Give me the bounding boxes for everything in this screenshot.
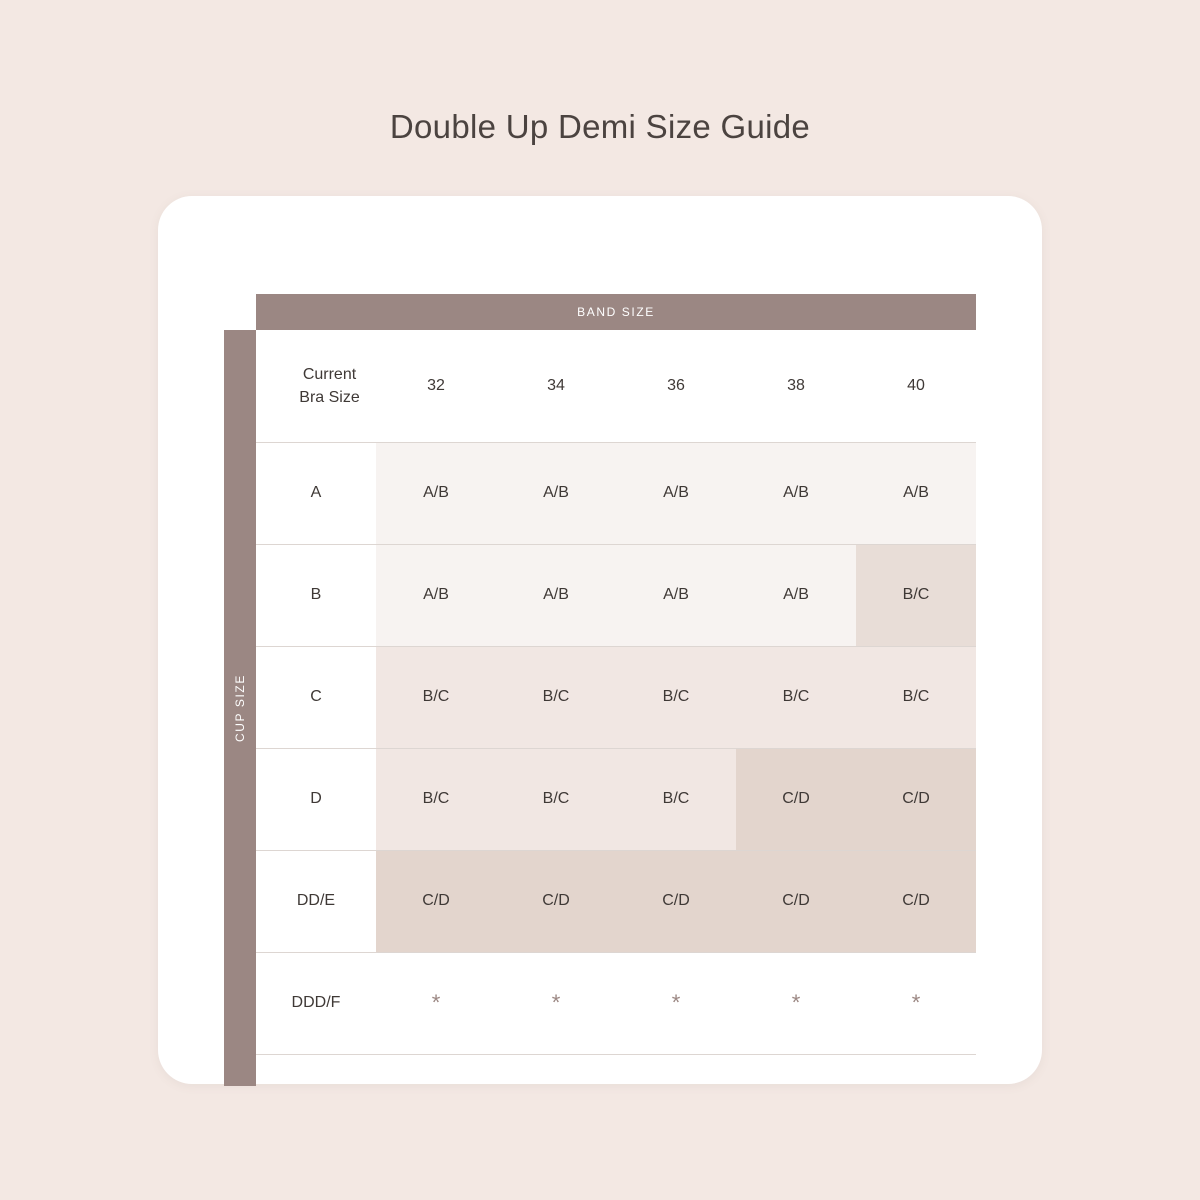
cup-size-row-label: A — [256, 442, 376, 544]
size-cell: A/B — [856, 442, 976, 544]
asterisk-icon: * — [671, 989, 681, 1015]
size-cell: C/D — [376, 850, 496, 952]
size-cell: B/C — [376, 748, 496, 850]
band-size-header-cell: 38 — [736, 330, 856, 442]
size-cell: A/B — [376, 442, 496, 544]
size-cell: B/C — [376, 646, 496, 748]
size-cell: C/D — [496, 850, 616, 952]
asterisk-icon: * — [431, 989, 441, 1015]
size-cell: A/B — [496, 442, 616, 544]
cup-size-row-label: DDD/F — [256, 952, 376, 1054]
current-bra-size-label — [256, 330, 376, 442]
size-cell: C/D — [736, 748, 856, 850]
cup-size-row-label: C — [256, 646, 376, 748]
band-size-header-cell: 36 — [616, 330, 736, 442]
size-cell: A/B — [616, 544, 736, 646]
size-cell: C/D — [616, 850, 736, 952]
band-size-header-cell: 34 — [496, 330, 616, 442]
size-cell: A/B — [616, 442, 736, 544]
band-size-header-cell: 32 — [376, 330, 496, 442]
size-cell: B/C — [736, 646, 856, 748]
size-cell — [616, 952, 736, 1054]
size-guide-card — [158, 196, 1042, 1084]
cup-size-label: CUP SIZE — [233, 674, 247, 742]
size-cell: B/C — [856, 544, 976, 646]
current-bra-size-line2: Bra Size — [299, 388, 360, 406]
asterisk-icon: * — [551, 989, 561, 1015]
page-title: Double Up Demi Size Guide — [389, 108, 811, 145]
table-row — [256, 544, 976, 646]
size-cell: C/D — [856, 748, 976, 850]
size-cell: B/C — [616, 646, 736, 748]
size-cell: C/D — [736, 850, 856, 952]
size-cell: B/C — [856, 646, 976, 748]
size-cell: C/D — [856, 850, 976, 952]
size-cell: B/C — [616, 748, 736, 850]
asterisk-icon: * — [911, 989, 921, 1015]
table-row — [256, 850, 976, 952]
size-cell: A/B — [496, 544, 616, 646]
current-bra-size-line1: Current — [302, 365, 357, 383]
size-cell — [736, 952, 856, 1054]
cup-size-row-label: DD/E — [256, 850, 376, 952]
size-cell — [496, 952, 616, 1054]
band-size-header: BAND SIZE — [256, 294, 976, 330]
table-row — [256, 442, 976, 544]
table-row — [256, 646, 976, 748]
table-header-row — [256, 330, 976, 442]
size-table-container — [224, 294, 976, 1055]
size-cell: A/B — [376, 544, 496, 646]
size-cell: A/B — [736, 442, 856, 544]
cup-size-row-label: D — [256, 748, 376, 850]
band-size-header-cell: 40 — [856, 330, 976, 442]
size-cell — [856, 952, 976, 1054]
size-cell: A/B — [736, 544, 856, 646]
asterisk-icon: * — [791, 989, 801, 1015]
size-table — [256, 330, 976, 1055]
table-row — [256, 952, 976, 1054]
cup-size-row-label: B — [256, 544, 376, 646]
size-cell — [376, 952, 496, 1054]
size-cell: B/C — [496, 748, 616, 850]
cup-size-sidebar — [224, 330, 256, 1086]
size-cell: B/C — [496, 646, 616, 748]
table-row — [256, 748, 976, 850]
